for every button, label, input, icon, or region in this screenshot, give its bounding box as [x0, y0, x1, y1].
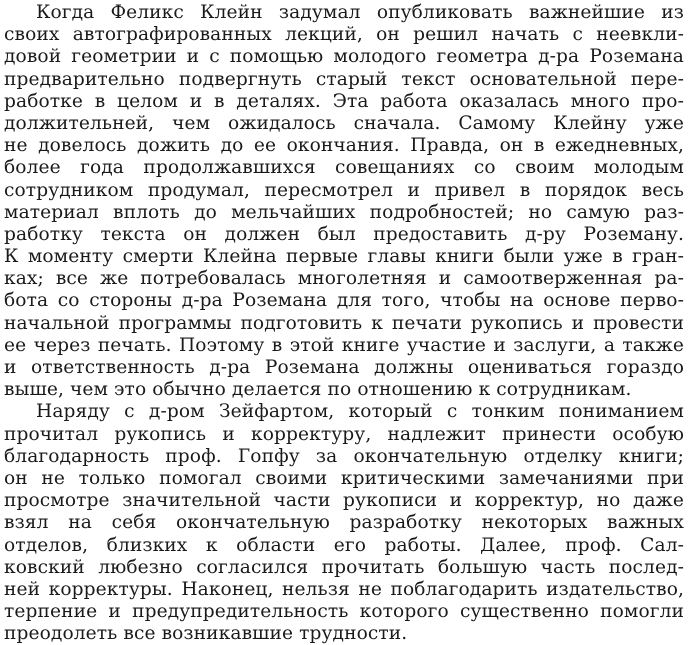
text-line: ней корректуры. Наконец, нельзя не поблагодарить издательство,	[4, 578, 684, 600]
text-line: должительней, чем ожидалось сначала. Самому Клейну уже	[4, 112, 684, 134]
text-line: благодарность проф. Гопфу за окончательную отделку книги;	[4, 445, 684, 467]
text-line: выше, чем это обычно делается по отношению к сотрудникам.	[4, 379, 632, 401]
text-line: предварительно подвергнуть старый текст основательной пере-	[4, 68, 684, 90]
text-line: просмотре значительной части рукописи и корректур, но даже	[4, 490, 684, 512]
text-line: работку текста он должен был предоставить д-ру Роземану.	[4, 223, 684, 245]
text-line: прочитал рукопись и корректуру, надлежит принести особую	[4, 423, 684, 445]
text-line: довой геометрии и с помощью молодого геометра д-ра Роземана	[4, 46, 684, 68]
text-line: более года продолжавшихся совещаниях со своим молодым	[4, 157, 684, 179]
text-line: не довелось дожить до ее окончания. Правда, он в ежедневных,	[4, 135, 684, 157]
text-line: отделов, близких к области его работы. Далее, проф. Сал-	[4, 534, 684, 556]
text-line: он не только помогал своими критическими замечаниями при	[4, 467, 684, 489]
document-page	[4, 0, 684, 645]
text-line: терпение и предупредительность которого существенно помогли	[4, 601, 684, 623]
text-line: сотрудником продумал, пересмотрел и привел в порядок весь	[4, 179, 684, 201]
text-line: бота со стороны д-ра Роземана для того, чтобы на основе перво-	[4, 290, 684, 312]
text-line: и ответственность д-ра Роземана должны оцениваться гораздо	[4, 357, 684, 378]
text-line: Наряду с д-ром Зейфартом, который с тонким пониманием	[36, 401, 684, 423]
text-line: ее через печать. Поэтому в этой книге участие и заслуги, а также	[4, 334, 684, 356]
text-line: ковский любезно согласился прочитать большую часть послед-	[4, 556, 684, 578]
paragraph-1	[4, 0, 684, 401]
text-line: Когда Феликс Клейн задумал опубликовать важнейшие из	[36, 2, 684, 23]
text-line: начальной программы подготовить к печати рукопись и провести	[4, 312, 684, 334]
paragraph-2	[4, 401, 684, 645]
text-line: материал вплоть до мельчайших подробностей; но самую раз-	[4, 201, 684, 223]
text-line: работке в целом и в деталях. Эта работа оказалась много про-	[4, 90, 684, 112]
text-line: взял на себя окончательную разработку некоторых важных	[4, 512, 684, 534]
text-line: преодолеть все возникавшие трудности.	[4, 623, 408, 645]
text-line: ках; все же потребовалась многолетняя и самоотверженная ра-	[4, 268, 684, 290]
text-line: своих автографированных лекций, он решил начать с неевкли-	[4, 24, 684, 46]
text-line: К моменту смерти Клейна первые главы книги были уже в гран-	[4, 246, 684, 268]
